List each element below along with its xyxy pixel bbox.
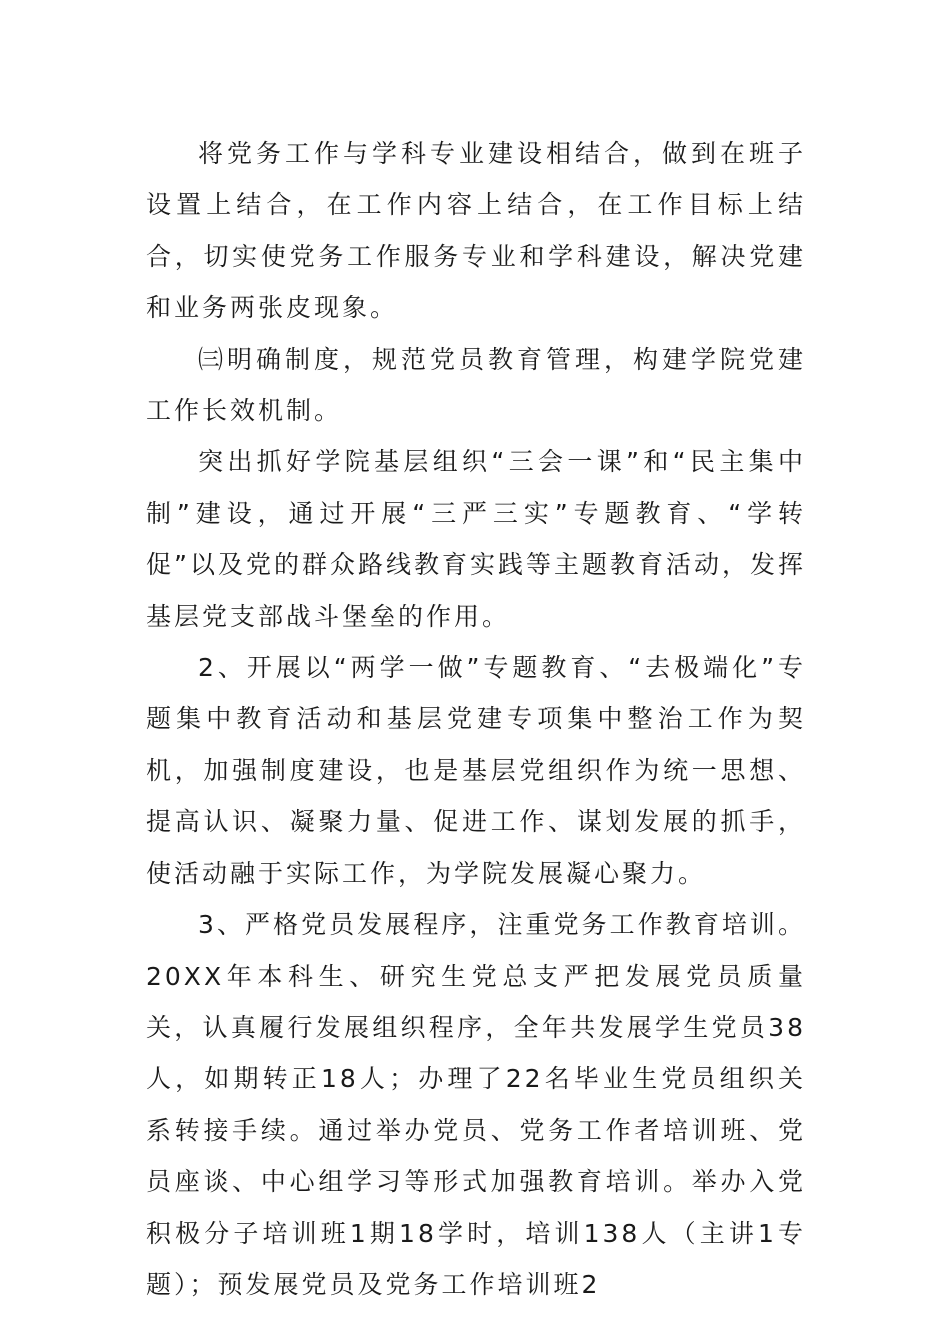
- paragraph-integration: 将党务工作与学科专业建设相结合，做到在班子设置上结合，在工作内容上结合，在工作目标上结合，切实使党务工作服务专业和学科建设，解决党建和业务两张皮现象。: [146, 139, 806, 323]
- paragraph-item-2: 2、开展以“两学一做”专题教育、“去极端化”专题集中教育活动和基层党建专项集中整治工作为契机，加强制度建设，也是基层党组织作为统一思想、提高认识、凝聚力量、促进工作、谋划发展的抓手，使活动融于实际工作，为学院发展凝心聚力。: [146, 653, 806, 888]
- paragraph-grassroots-organization: 突出抓好学院基层组织“三会一课”和“民主集中制”建设，通过开展“三严三实”专题教育、“学转促”以及党的群众路线教育实践等主题教育活动，发挥基层党支部战斗堡垒的作用。: [146, 447, 806, 631]
- document-body: [146, 128, 806, 1310]
- paragraph-heading-system: ㈢明确制度，规范党员教育管理，构建学院党建工作长效机制。: [146, 344, 806, 426]
- paragraph-item-3: 3、严格党员发展程序，注重党务工作教育培训。20XX年本科生、研究生党总支严把发展党员质量关，认真履行发展组织程序，全年共发展学生党员38人，如期转正18人；办理了22名毕业生党员组织关系转接手续。通过举办党员、党务工作者培训班、党员座谈、中心组学习等形式加强教育培训。举办入党积极分子培训班1期18学时，培训138人（主讲1专题）；预发展党员及党务工作培训班2: [146, 910, 806, 1299]
